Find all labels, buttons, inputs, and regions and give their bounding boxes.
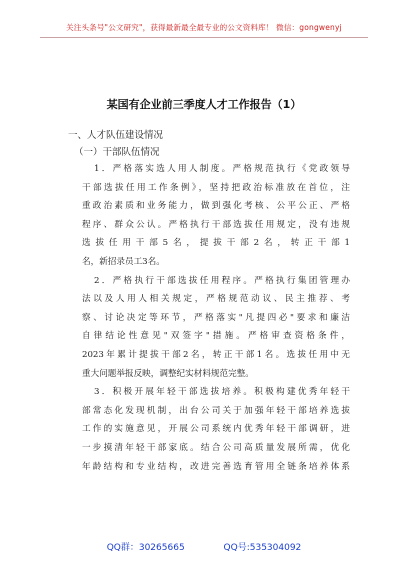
header-banner: 关注头条号"公文研究"，获得最新最全最专业的公文资料库！ 微信：gongwenyj: [66, 23, 342, 32]
subsection-heading: （一）干部队伍情况: [74, 147, 160, 158]
document-body: [82, 160, 350, 476]
paragraph-1: [82, 160, 350, 272]
text-line: 选拔任用干部5名，提拔干部2名，转正干部1: [82, 238, 350, 249]
section-heading: 一、人才队伍建设情况: [68, 130, 164, 141]
text-line: 年龄结构和专业结构，改进完善选育管用全链条培养体系: [82, 461, 350, 472]
text-line: 程序、群众公认。严格执行干部选拔任用规定，没有违规: [82, 219, 350, 230]
text-line: 部常态化发现机制，出台公司关于加强年轻干部培养选拔: [82, 405, 350, 416]
qq-group-label: QQ群：30265665: [106, 543, 185, 553]
text-line: 名，新招录员工3名。: [82, 256, 165, 267]
header-divider: [40, 37, 368, 38]
text-line: 干部选拔任用工作条例》，坚持把政治标准放在首位，注: [82, 182, 350, 193]
text-line: 一步摸清年轻干部家底。结合公司高质量发展所需，优化: [82, 442, 350, 453]
paragraph-2: [82, 272, 350, 384]
text-line: 3．积极开展年轻干部选拔培养。积极构建优秀年轻干: [94, 387, 350, 398]
paragraph-3: [82, 383, 350, 476]
text-line: 工作的实施意见，开展公司系统内优秀年轻干部调研，进: [82, 424, 350, 435]
text-line: 1．严格落实选人用人制度。严格规范执行《党政领导: [94, 164, 350, 174]
text-line: 2023年累计提拔干部2名，转正干部1名。选拔任用中无: [82, 349, 350, 360]
qq-number-label: QQ号:535304092: [223, 543, 302, 553]
document-title: 某国有企业前三季度人才工作报告（1）: [106, 98, 302, 111]
text-line: 法以及人用人相关规定，严格规范动议、民主推荐、考: [82, 294, 350, 305]
text-line: 重政治素质和业务能力，做到强化考核、公平公正、严格: [82, 201, 350, 212]
text-line: 重大问题举报反映，调整纪实材料规范完整。: [82, 368, 254, 379]
text-line: 2．严格执行干部选拔任用程序。严格执行集团管理办: [94, 275, 350, 286]
footer-contact: [0, 540, 408, 553]
text-line: 自律结论性意见"双签字"措施。严格审查资格条件，: [82, 331, 350, 342]
text-line: 察、讨论决定等环节，严格落实"凡提四必"要求和廉洁: [82, 312, 350, 323]
